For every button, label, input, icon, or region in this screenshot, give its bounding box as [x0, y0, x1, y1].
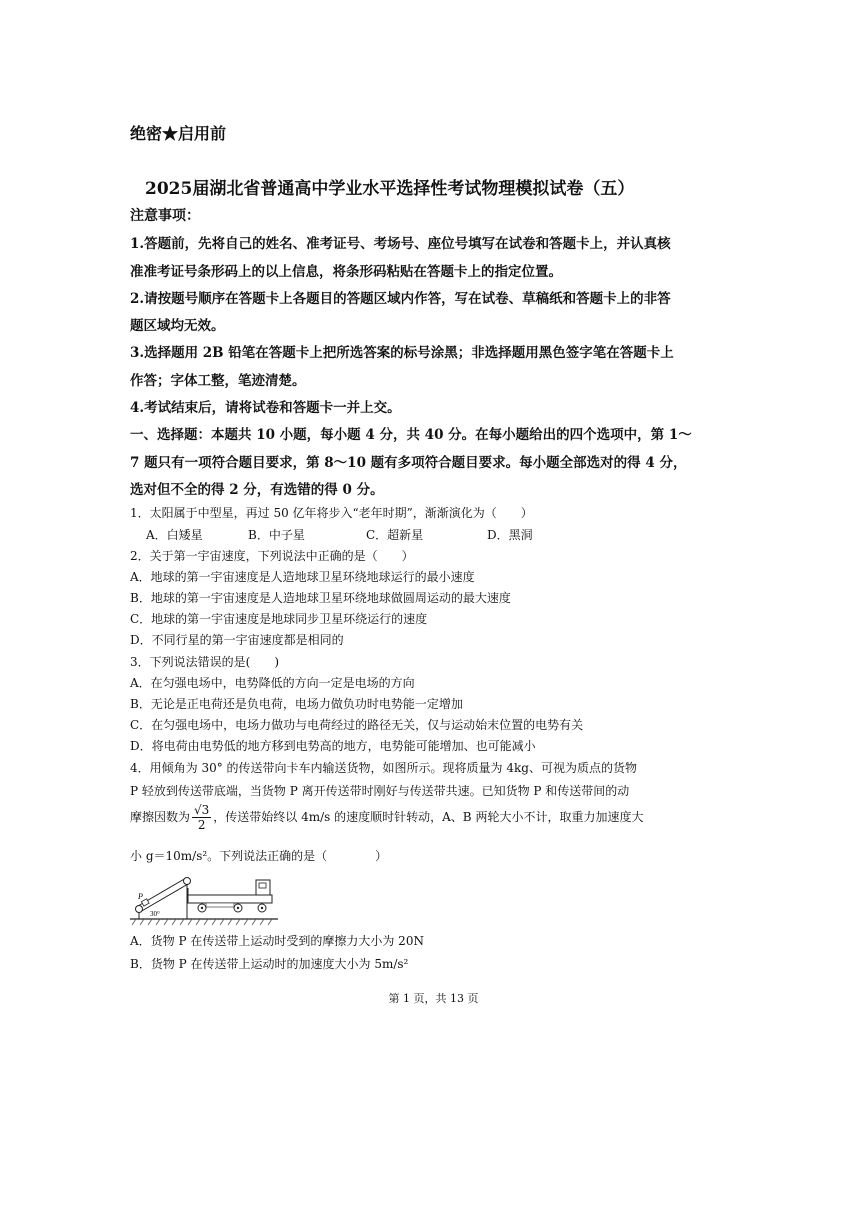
confidential-label: 绝密★启用前	[130, 124, 227, 143]
question-4-text: 摩擦因数为	[130, 810, 191, 824]
label-angle: 30°	[150, 910, 160, 918]
fraction-denominator: 2	[197, 818, 206, 832]
question-2-option-d: D．不同行星的第一宇宙速度都是相同的	[130, 633, 344, 647]
fraction-numerator: √3	[194, 803, 210, 817]
note-line: 2.请按题号顺序在答题卡上各题目的答题区域内作答，写在试卷、草稿纸和答题卡上的非答	[130, 291, 671, 307]
question-3-stem: 3．下列说法错误的是( )	[130, 655, 279, 669]
note-line: 准准考证号条形码上的以上信息，将条形码粘贴在答题卡上的指定位置。	[130, 264, 562, 280]
question-4-option-a: A．货物 P 在传送带上运动时受到的摩擦力大小为 20N	[130, 934, 424, 948]
note-line: 4.考试结束后，请将试卷和答题卡一并上交。	[130, 400, 401, 416]
friction-fraction	[192, 803, 211, 832]
note-line: 作答；字体工整，笔迹清楚。	[130, 373, 306, 389]
conveyor-truck-diagram	[130, 872, 280, 927]
note-line: 3.选择题用 2B 铅笔在答题卡上把所选答案的标号涂黑；非选择题用黑色签字笔在答题卡上	[130, 345, 674, 361]
question-1-stem: 1．太阳属于中型星，再过 50 亿年将步入“老年时期”，渐渐演化为（ ）	[130, 506, 533, 520]
note-line: 题区域均无效。	[130, 318, 225, 334]
question-2-option-b: B．地球的第一宇宙速度是人造地球卫星环绕地球做圆周运动的最大速度	[130, 591, 511, 605]
question-4-line: 4．用倾角为 30° 的传送带向卡车内输送货物，如图所示。现将质量为 4kg、可视为质点的货物	[130, 761, 637, 775]
option-c: C．超新星	[366, 528, 424, 542]
question-3-option-b: B．无论是正电荷还是负电荷，电场力做负功时电势能一定增加	[130, 697, 463, 711]
option-b: B．中子星	[248, 528, 305, 542]
question-4-line	[130, 803, 643, 832]
question-2-option-c: C．地球的第一宇宙速度是地球同步卫星环绕运行的速度	[130, 612, 428, 626]
question-2-stem: 2．关于第一宇宙速度，下列说法中正确的是（ ）	[130, 549, 414, 563]
notes-heading: 注意事项：	[130, 208, 200, 224]
label-p: P	[138, 892, 143, 901]
page-footer: 第 1 页，共 13 页	[388, 992, 479, 1005]
question-1-options	[146, 526, 533, 543]
question-4-line: 小 g＝10m/s²。下列说法正确的是（ ）	[130, 849, 388, 863]
question-3-option-a: A．在匀强电场中，电势降低的方向一定是电场的方向	[130, 676, 415, 690]
note-line: 1.答题前，先将自己的姓名、准考证号、考场号、座位号填写在试卷和答题卡上，并认真核	[130, 236, 671, 252]
question-4-text: ，传送带始终以 4m/s 的速度顺时针转动，A、B 两轮大小不计，取重力加速度大	[213, 810, 644, 824]
section-instructions: 一、选择题：本题共 10 小题，每小题 4 分，共 40 分。在每小题给出的四个选项中，第 1～	[130, 427, 692, 443]
option-d: D．黑洞	[487, 528, 533, 542]
section-instructions: 7 题只有一项符合题目要求，第 8～10 题有多项符合题目要求。每小题全部选对的得 4 分，	[130, 455, 687, 471]
question-4-line: P 轻放到传送带底端，当货物 P 离开传送带时刚好与传送带共速。已知货物 P 和传送带间的动	[130, 784, 630, 798]
question-3-option-c: C．在匀强电场中，电场力做功与电荷经过的路径无关，仅与运动始末位置的电势有关	[130, 718, 584, 732]
page-title: 2025届湖北省普通高中学业水平选择性考试物理模拟试卷（五）	[145, 179, 635, 199]
question-4-option-b: B．货物 P 在传送带上运动时的加速度大小为 5m/s²	[130, 957, 409, 971]
section-instructions: 选对但不全的得 2 分，有选错的得 0 分。	[130, 482, 384, 498]
question-3-option-d: D．将电荷由电势低的地方移到电势高的地方，电势能可能增加、也可能减小	[130, 739, 536, 753]
option-a: A．白矮星	[146, 528, 203, 542]
question-2-option-a: A．地球的第一宇宙速度是人造地球卫星环绕地球运行的最小速度	[130, 570, 475, 584]
